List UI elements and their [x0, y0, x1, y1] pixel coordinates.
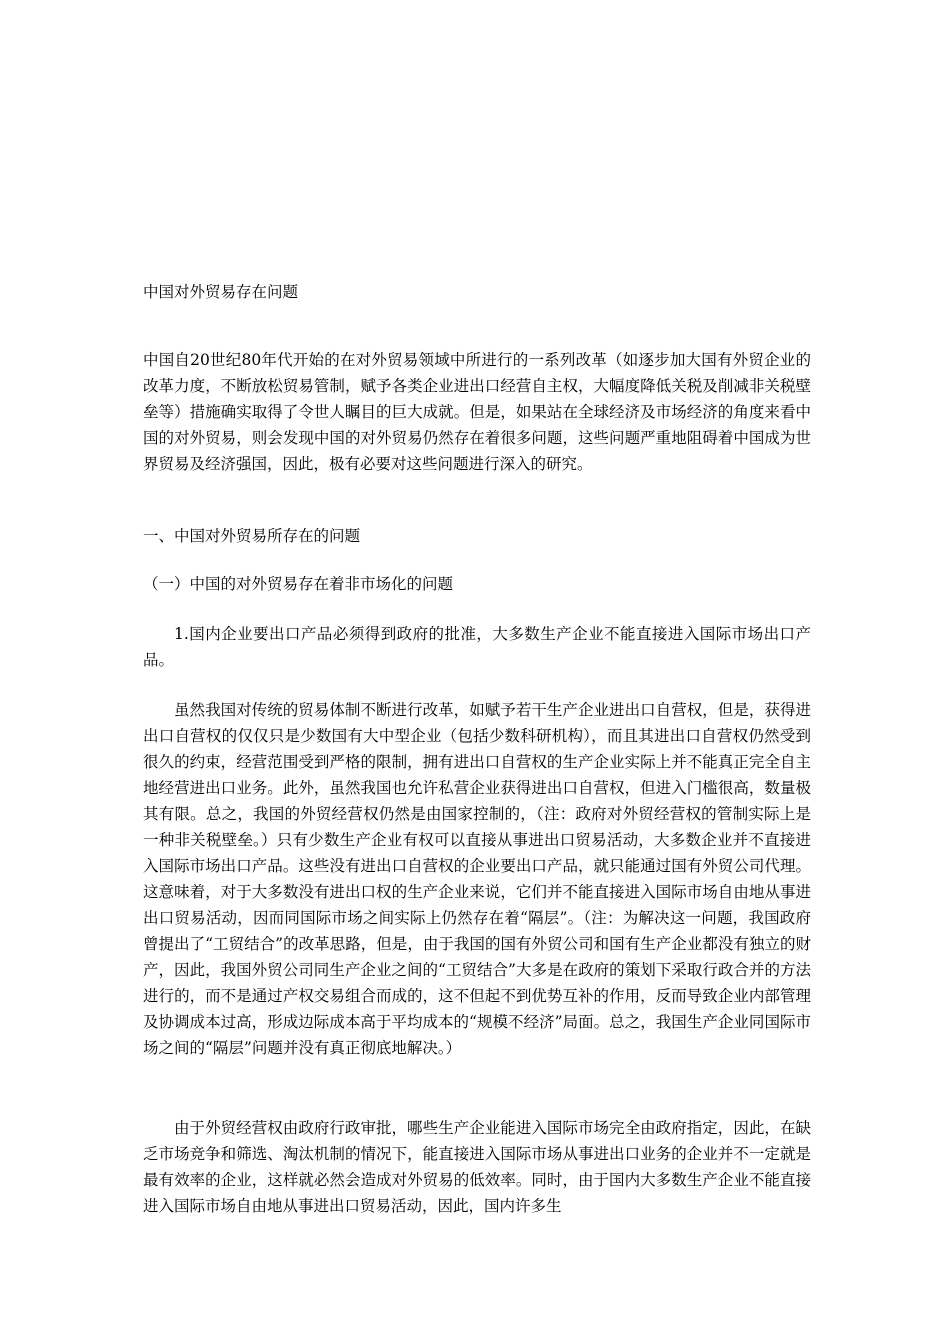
subsection-heading: （一）中国的对外贸易存在着非市场化的问题: [143, 575, 454, 593]
document-title: 中国对外贸易存在问题: [143, 283, 299, 301]
section-heading: 一、中国对外贸易所存在的问题: [143, 527, 361, 545]
body-paragraph: 虽然我国对传统的贸易体制不断进行改革，如赋予若干生产企业进出口自营权，但是，获得进出口自营权的仅仅只是少数国有大中型企业（包括少数科研机构），而且其进出口自营权仍然受到很久的约束，经营范围受到严格的限制，拥有进出口自营权的生产企业实际上并不能真正完全自主地经营进出口业务。此外，虽然我国也允许私营企业获得进出口自营权，但进入门槛很高，数量极其有限。总之，我国的外贸经营权仍然是由国家控制的，（注：政府对外贸经营权的管制实际上是一种非关税壁垒。）只有少数生产企业有权可以直接从事进出口贸易活动，大多数企业并不直接进入国际市场出口产品。这些没有进出口自营权的企业要出口产品，就只能通过国有外贸公司代理。这意味着，对于大多数没有进出口权的生产企业来说，它们并不能直接进入国际市场自由地从事进出口贸易活动，因而同国际市场之间实际上仍然存在着“隔层”。（注：为解决这一问题，我国政府曾提出了“工贸结合”的改革思路，但是，由于我国的国有外贸公司和国有生产企业都没有独立的财产，因此，我国外贸公司同生产企业之间的“工贸结合”大多是在政府的策划下采取行政合并的方法进行的，而不是通过产权交易组合而成的，这不但起不到优势互补的作用，反而导致企业内部管理及协调成本过高，形成边际成本高于平均成本的“规模不经济”局面。总之，我国生产企业同国际市场之间的“隔层”问题并没有真正彻底地解决。）: [143, 701, 811, 1057]
intro-paragraph: 中国自20世纪80年代开始的在对外贸易领域中所进行的一系列改革（如逐步加大国有外贸企业的改革力度，不断放松贸易管制，赋予各类企业进出口经营自主权，大幅度降低关税及削减非关税壁垒等）措施确实取得了令世人瞩目的巨大成就。但是，如果站在全球经济及市场经济的角度来看中国的对外贸易，则会发现中国的对外贸易仍然存在着很多问题，这些问题严重地阻碍着中国成为世界贸易及经济强国，因此，极有必要对这些问题进行深入的研究。: [143, 351, 811, 473]
body-paragraph: 由于外贸经营权由政府行政审批，哪些生产企业能进入国际市场完全由政府指定，因此，在缺乏市场竞争和筛选、淘汰机制的情况下，能直接进入国际市场从事进出口业务的企业并不一定就是最有效率的企业，这样就必然会造成对外贸易的低效率。同时，由于国内大多数生产企业不能直接进入国际市场自由地从事进出口贸易活动，因此，国内许多生: [143, 1119, 811, 1215]
numbered-item: 1.国内企业要出口产品必须得到政府的批准，大多数生产企业不能直接进入国际市场出口产品。: [143, 625, 811, 669]
